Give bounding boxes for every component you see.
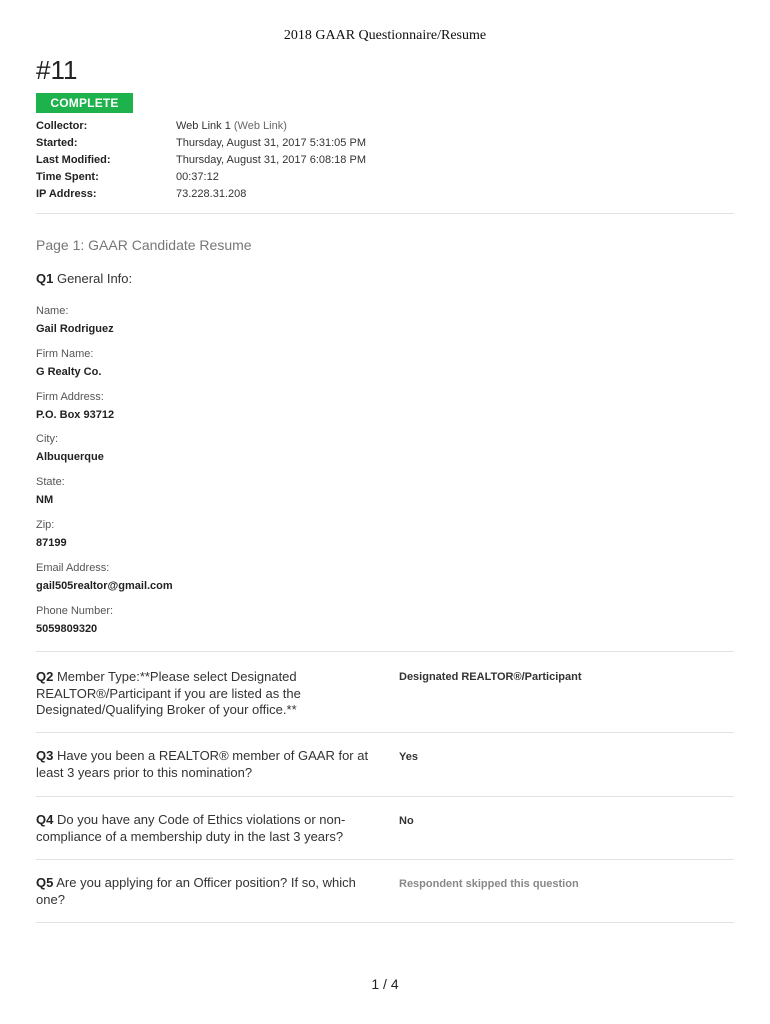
meta-row-collector [36, 120, 736, 137]
question-number: Q4 [36, 812, 54, 827]
question-number: Q2 [36, 669, 54, 684]
meta-label: Last Modified: [36, 154, 111, 166]
question-text: Member Type:**Please select Designated REALTOR®/Participant if you are listed as the Designated/Qualifying Broker of your office.** [36, 669, 301, 717]
page-number: 1 / 4 [371, 976, 399, 992]
field-value: 87199 [36, 536, 67, 549]
document-title: 2018 GAAR Questionnaire/Resume [283, 28, 487, 43]
general-info-fields [36, 303, 173, 645]
field-email [36, 560, 173, 603]
divider [36, 213, 734, 214]
question-text-block [36, 748, 386, 781]
response-metadata [36, 120, 736, 205]
field-state [36, 474, 173, 517]
field-name [36, 303, 173, 346]
field-city [36, 431, 173, 474]
field-value: G Realty Co. [36, 365, 102, 378]
divider [36, 732, 734, 733]
question-text: Do you have any Code of Ethics violations or non-compliance of a membership duty in the last 3 years? [36, 812, 346, 844]
answer: Designated REALTOR®/Participant [399, 671, 582, 683]
meta-label: Time Spent: [36, 171, 99, 183]
response-number: #11 [36, 55, 78, 85]
collector-name: Web Link 1 [176, 120, 231, 132]
meta-value: 73.228.31.208 [176, 188, 247, 200]
field-value: Gail Rodriguez [36, 323, 114, 335]
meta-label: Started: [36, 137, 78, 149]
field-zip [36, 517, 173, 560]
question-q1 [36, 271, 132, 286]
question-number: Q1 [36, 271, 54, 286]
field-value: P.O. Box 93712 [36, 408, 115, 421]
page-heading: Page 1: GAAR Candidate Resume [36, 237, 252, 253]
status-badge: COMPLETE [36, 93, 133, 113]
divider [36, 796, 734, 797]
divider [36, 859, 734, 860]
meta-row-time-spent [36, 171, 736, 188]
meta-row-started [36, 137, 736, 154]
field-value: Albuquerque [36, 451, 104, 464]
field-label: Zip: [36, 518, 55, 531]
meta-value [176, 120, 287, 137]
answer: No [399, 815, 414, 827]
question-text-block [36, 812, 386, 845]
meta-value: Thursday, August 31, 2017 6:08:18 PM [176, 154, 366, 166]
meta-row-last-modified [36, 154, 736, 171]
meta-row-ip-address [36, 188, 736, 205]
field-label: City: [36, 433, 58, 446]
divider [36, 651, 734, 652]
question-text: Are you applying for an Officer position? If so, which one? [36, 875, 356, 907]
question-number: Q3 [36, 748, 54, 763]
field-label: Email Address: [36, 561, 110, 574]
question-text-block [36, 875, 386, 908]
question-number: Q5 [36, 875, 54, 890]
field-label: Name: [36, 305, 69, 317]
field-firm-address [36, 389, 173, 432]
field-label: State: [36, 476, 65, 489]
field-label: Firm Address: [36, 390, 104, 403]
field-firm-name [36, 346, 173, 389]
meta-label: Collector: [36, 120, 88, 132]
collector-type: (Web Link) [233, 120, 287, 132]
field-label: Firm Name: [36, 347, 94, 360]
field-value: 5059809320 [36, 622, 98, 635]
field-phone [36, 603, 173, 646]
answer: Yes [399, 751, 418, 763]
meta-value: 00:37:12 [176, 171, 219, 183]
question-text-block [36, 669, 386, 719]
question-text: General Info: [56, 271, 133, 286]
divider [36, 922, 734, 923]
question-text: Have you been a REALTOR® member of GAAR for at least 3 years prior to this nomination? [36, 748, 369, 780]
meta-value: Thursday, August 31, 2017 5:31:05 PM [176, 137, 366, 149]
answer-skipped: Respondent skipped this question [399, 878, 579, 890]
meta-label: IP Address: [36, 188, 97, 200]
field-value: NM [36, 494, 54, 507]
field-value: gail505realtor@gmail.com [36, 579, 173, 592]
field-label: Phone Number: [36, 604, 114, 617]
